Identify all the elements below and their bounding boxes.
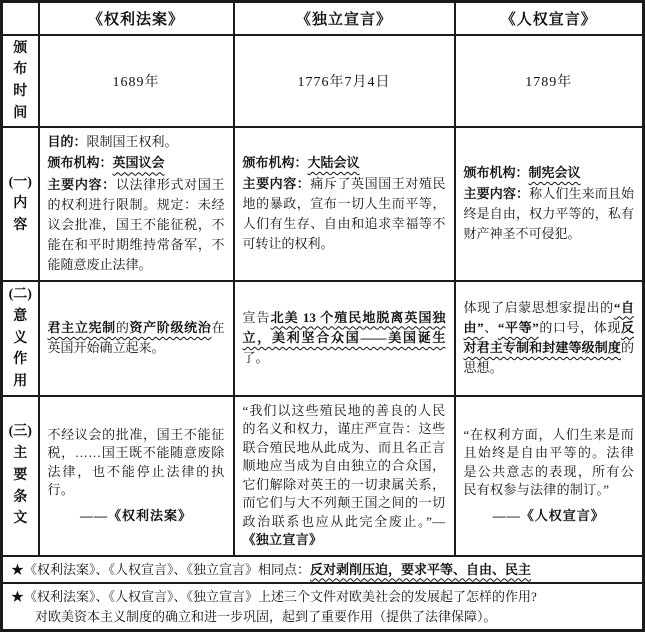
cell-significance-bill	[39, 281, 234, 395]
text-segment: “自由”	[463, 299, 634, 335]
cell-articles-independence	[234, 396, 455, 556]
text-segment: 反对君主专制和封建等级制度	[463, 319, 634, 355]
text-segment: 颁布机构：	[242, 154, 308, 170]
label-line: 文	[13, 511, 28, 527]
paragraph	[464, 298, 635, 379]
header-cell-declaration-of-rights-of-man: 《人权宣言》	[455, 2, 644, 35]
label-line: 条	[13, 489, 28, 505]
text-segment: 英国议会	[112, 155, 165, 171]
cell-content-rights-of-man	[455, 127, 644, 281]
row-label-time	[2, 35, 39, 128]
text-segment: 《独立宣言》	[242, 532, 323, 548]
label-line: 内	[13, 196, 28, 212]
paragraph	[48, 132, 225, 152]
text-segment: ★《权利法案》、《人权宣言》、《独立宣言》上述三个文件对欧美社会的发展起了怎样的作用?	[11, 589, 537, 605]
paragraph	[243, 308, 446, 368]
text-segment: 的思想。	[463, 339, 634, 376]
label-line: 意	[13, 308, 28, 324]
label-line: (三)	[8, 424, 32, 440]
row-label-significance	[2, 281, 39, 395]
row-main-articles	[2, 396, 644, 556]
corner-cell	[2, 2, 39, 35]
text-segment: 对欧美资本主义制度的确立和进一步巩固，起到了重要作用（提供了法律保障）。	[35, 608, 497, 624]
text-segment: 反对剥削压迫，要求平等、自由、民主	[310, 561, 532, 577]
row-label-content	[2, 127, 39, 281]
note-common-points	[2, 556, 644, 584]
quote-paragraph	[48, 426, 225, 500]
text-segment: 、	[483, 319, 498, 335]
text-segment: 的口号，体现	[538, 319, 621, 335]
text-segment: 北美 13 个殖民地脱离英国独立，美利坚合众国——美国诞生	[242, 309, 446, 345]
text-segment: ——《权利法案》	[79, 507, 192, 523]
cell-significance-independence	[234, 281, 455, 395]
label-line: 主	[13, 446, 28, 462]
cell-articles-bill	[39, 396, 234, 556]
label-line: (二)	[8, 287, 32, 303]
text-segment: ★《权利法案》、《人权宣言》、《独立宣言》相同点：	[11, 561, 311, 577]
paragraph	[464, 184, 635, 244]
header-cell-bill-of-rights: 《权利法案》	[39, 2, 234, 35]
quote-attribution	[48, 507, 225, 525]
text-segment: 大陆会议	[307, 154, 360, 170]
note-answer	[11, 607, 634, 627]
cell-content-independence	[234, 127, 455, 281]
text-segment: 主要内容：	[242, 176, 311, 192]
quote-paragraph	[243, 402, 446, 550]
paragraph	[48, 175, 225, 276]
text-segment: 痛斥了英国国王对殖民地的暴政，宣布一切人生而平等，人们有生存、自由和追求幸福等不可转让的权利。	[242, 176, 446, 252]
cell-time-bill: 1689年	[39, 35, 234, 128]
note-question	[11, 587, 634, 607]
quote-attribution	[464, 507, 635, 525]
text-segment: 君主立宪制	[47, 319, 116, 335]
text-segment: 目的：	[47, 134, 87, 150]
text-segment: 颁布机构：	[463, 164, 529, 180]
row-significance	[2, 281, 644, 395]
row-label-articles-text	[4, 421, 37, 529]
row-label-significance-text	[4, 284, 37, 392]
paragraph	[464, 163, 635, 183]
paragraph	[48, 318, 225, 358]
text-segment: 称人们生来而且始终是自由，权力平等的，私有财产神圣不可侵犯。	[463, 186, 634, 242]
header-cell-declaration-of-independence: 《独立宣言》	[234, 2, 455, 35]
cell-time-independence: 1776年7月4日	[234, 35, 455, 128]
row-label-content-text	[4, 172, 37, 237]
cell-content-bill	[39, 127, 234, 281]
label-line: 布	[13, 62, 28, 78]
row-content	[2, 127, 644, 281]
paragraph	[243, 174, 446, 255]
label-line: (一)	[8, 174, 32, 190]
text-segment: 资产阶级统治	[129, 319, 212, 335]
label-line: 颁	[13, 40, 28, 56]
cell-time-rights-of-man: 1789年	[455, 35, 644, 128]
text-segment: 限制国王权利。	[86, 134, 178, 150]
cell-articles-rights-of-man	[455, 396, 644, 556]
row-note-question	[2, 583, 644, 631]
label-line: 容	[13, 218, 28, 234]
text-segment: 不经议会的批准，国王不能征税，……国王既不能随意废除法律，也不能停止法律的执行。	[47, 427, 225, 498]
paragraph	[48, 153, 225, 173]
text-segment: 在英国开始确立起来。	[47, 319, 225, 355]
row-note-common-points	[2, 556, 644, 584]
cell-significance-rights-of-man	[455, 281, 644, 395]
header-row	[2, 2, 644, 35]
text-segment: 体现了启蒙思想家提出的	[463, 299, 614, 315]
label-line: 义	[13, 330, 28, 346]
text-segment: 宣告	[242, 309, 271, 325]
text-segment: ——《人权宣言》	[492, 507, 605, 523]
note-question-cell	[2, 583, 644, 631]
label-line: 间	[13, 105, 28, 121]
text-segment: 颁布机构：	[47, 155, 113, 171]
text-segment: 了。	[242, 350, 269, 366]
text-segment: “在权利方面，人们生来是而且始终是自由平等的。法律是公共意志的表现，所有公民有权参与法律的制订。”	[463, 427, 634, 498]
text-segment: 的	[115, 319, 130, 335]
label-line: 要	[13, 467, 28, 483]
row-promulgation-time	[2, 35, 644, 128]
label-line: 用	[13, 373, 28, 389]
row-label-time-text	[4, 38, 37, 125]
text-segment: 主要内容：	[463, 186, 530, 202]
text-segment: 以法律形式对国王的权利进行限制。规定：未经议会批准，国王不能征税，不能在和平时期维持常备军，不能随意废止法律。	[47, 176, 225, 273]
row-label-articles	[2, 396, 39, 556]
text-segment: “平等”	[497, 319, 539, 335]
text-segment: 主要内容：	[47, 176, 116, 192]
text-segment: 制宪会议	[528, 164, 581, 180]
label-line: 作	[13, 352, 28, 368]
paragraph	[243, 153, 446, 173]
text-segment: “我们以这些殖民地的善良的人民的名义和权力，谨庄严宣告：这些联合殖民地从此成为、而且名正言顺地应当成为自由独立的合众国，它们解除对英王的一切隶属关系，而它们与大不列颠王国之间的一切政治联系也应从此完全废止。”—	[242, 402, 446, 529]
label-line: 时	[13, 83, 28, 99]
quote-paragraph	[464, 426, 635, 500]
